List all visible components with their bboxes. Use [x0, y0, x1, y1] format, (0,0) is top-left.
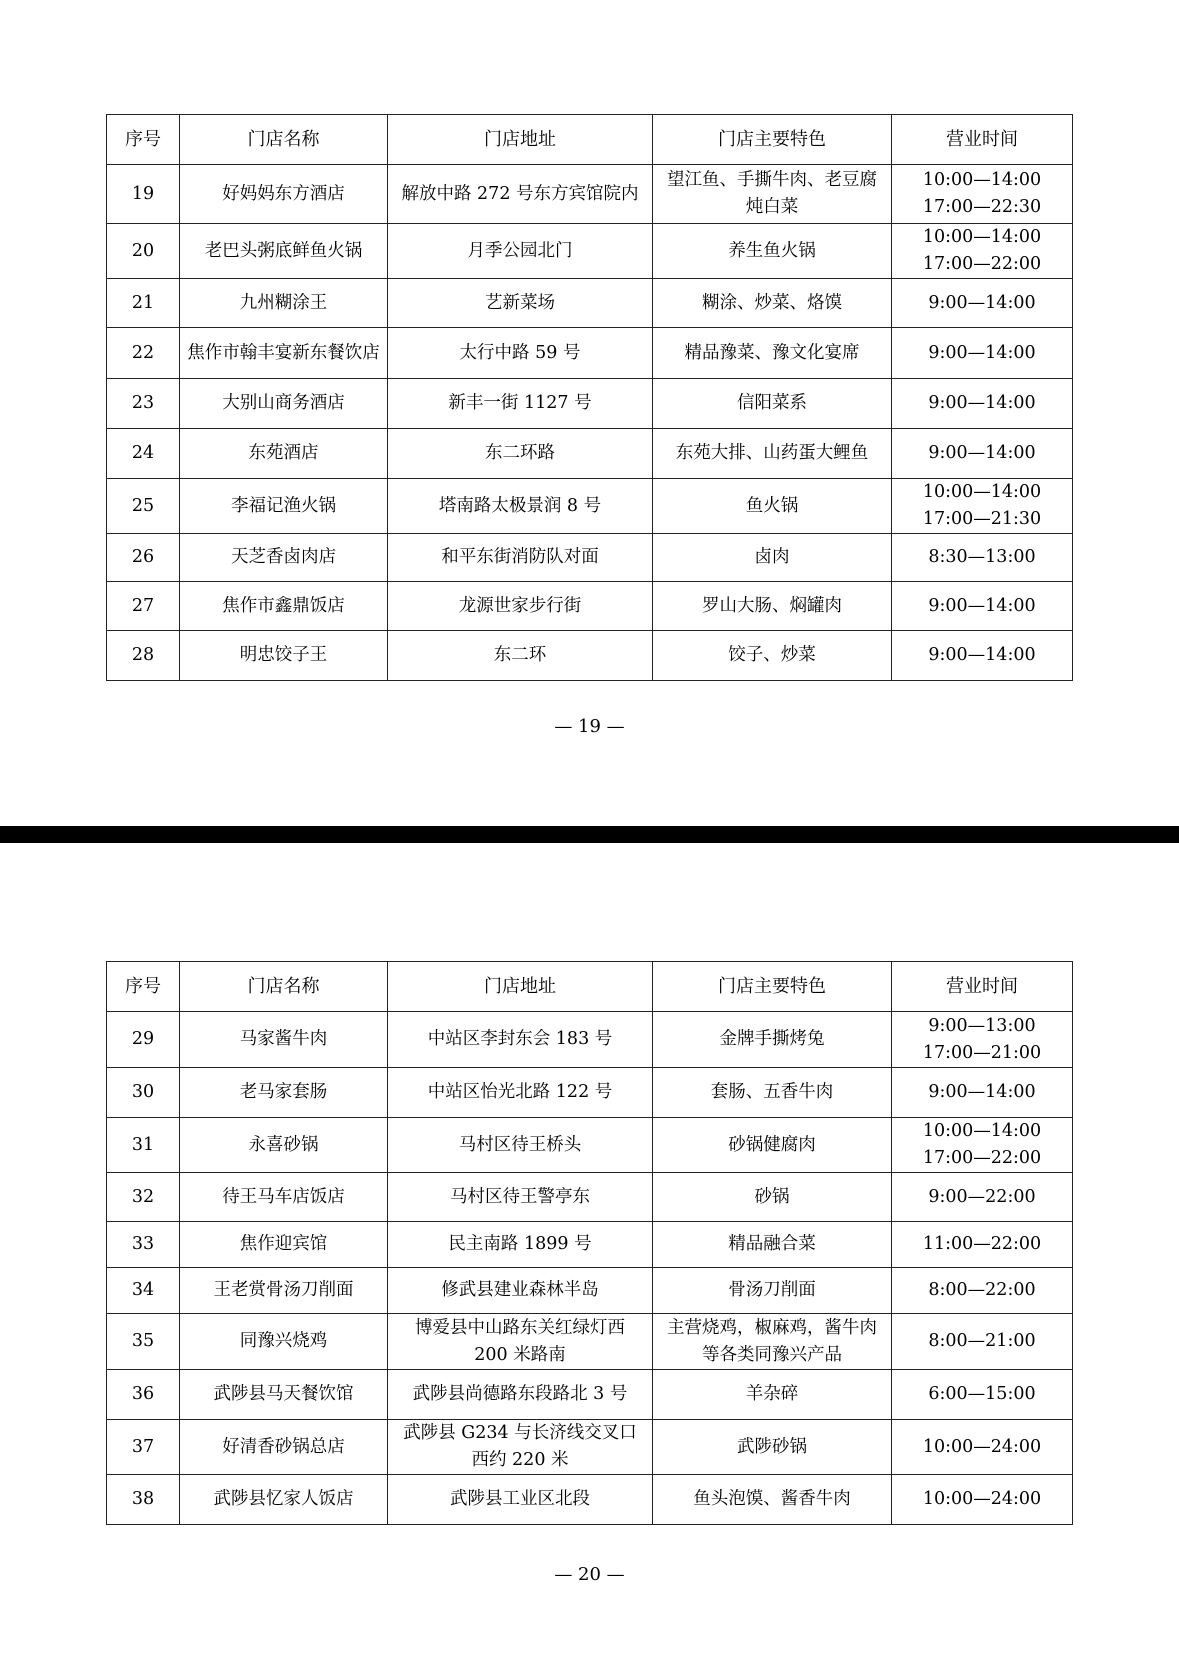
cell-no: 24 — [107, 429, 180, 479]
cell-name: 九州糊涂王 — [180, 279, 388, 328]
cell-address — [388, 1222, 653, 1268]
cell-address-line: 武陟县工业区北段 — [450, 1489, 590, 1509]
cell-hours — [892, 582, 1073, 631]
table-row — [107, 1012, 1073, 1068]
cell-no: 34 — [107, 1268, 180, 1314]
cell-feature-line: 骨汤刀削面 — [728, 1280, 816, 1300]
cell-feature-line: 精品豫菜、豫文化宴席 — [684, 342, 860, 363]
cell-address-line: 解放中路 272 号东方宾馆院内 — [401, 183, 639, 204]
cell-name: 王老赏骨汤刀削面 — [180, 1268, 388, 1314]
cell-name: 老巴头粥底鲜鱼火锅 — [180, 224, 388, 279]
cell-no: 32 — [107, 1173, 180, 1222]
table-row — [107, 1222, 1073, 1268]
cell-feature-line: 金牌手撕烤兔 — [719, 1029, 825, 1049]
cell-no: 23 — [107, 379, 180, 429]
cell-no: 28 — [107, 631, 180, 681]
header-hours: 营业时间 — [892, 962, 1073, 1012]
cell-feature-line: 等各类同豫兴产品 — [702, 1344, 842, 1365]
cell-address-line: 修武县建业森林半岛 — [441, 1280, 599, 1300]
cell-address — [388, 582, 653, 631]
cell-hours-line: 9:00—14:00 — [928, 393, 1036, 413]
cell-name: 明忠饺子王 — [180, 631, 388, 681]
cell-feature — [653, 379, 892, 429]
cell-feature-line: 武陟砂锅 — [737, 1436, 807, 1457]
cell-feature — [653, 582, 892, 631]
table-row — [107, 1068, 1073, 1118]
table-row — [107, 1370, 1073, 1420]
cell-feature — [653, 328, 892, 379]
table-row — [107, 1173, 1073, 1222]
cell-hours — [892, 1173, 1073, 1222]
cell-address-line: 太行中路 59 号 — [459, 342, 581, 363]
cell-feature — [653, 1068, 892, 1118]
cell-name: 老马家套肠 — [180, 1068, 388, 1118]
cell-hours — [892, 279, 1073, 328]
cell-feature-line: 砂锅健腐肉 — [728, 1134, 816, 1155]
cell-hours-line: 9:00—22:00 — [928, 1186, 1036, 1207]
cell-feature — [653, 1173, 892, 1222]
cell-no: 22 — [107, 328, 180, 379]
cell-feature — [653, 1012, 892, 1068]
table-row — [107, 165, 1073, 224]
cell-hours-line: 9:00—14:00 — [928, 443, 1036, 463]
cell-feature-line: 鱼火锅 — [745, 495, 799, 516]
cell-hours — [892, 224, 1073, 279]
cell-hours — [892, 429, 1073, 479]
cell-name: 李福记渔火锅 — [180, 479, 388, 534]
cell-address — [388, 479, 653, 534]
cell-address — [388, 429, 653, 479]
cell-hours — [892, 328, 1073, 379]
header-address: 门店地址 — [388, 115, 653, 165]
cell-feature-line: 主营烧鸡，椒麻鸡，酱牛肉 — [667, 1317, 877, 1338]
cell-feature — [653, 1268, 892, 1314]
cell-name: 武陟县马天餐饮馆 — [180, 1370, 388, 1420]
cell-address-line: 塔南路太极景润 8 号 — [438, 495, 602, 516]
table-row — [107, 534, 1073, 582]
cell-feature-line: 信阳菜系 — [737, 393, 807, 413]
cell-address-line: 东二环路 — [485, 443, 555, 463]
cell-address-line: 东二环 — [493, 645, 547, 665]
restaurant-table — [106, 961, 1073, 1525]
cell-address-line: 中站区李封东会 183 号 — [427, 1029, 613, 1049]
header-name: 门店名称 — [180, 115, 388, 165]
cell-hours-line: 9:00—14:00 — [928, 342, 1036, 363]
cell-feature-line: 炖白菜 — [745, 197, 799, 217]
cell-hours-line: 17:00—22:30 — [922, 197, 1042, 217]
cell-no: 37 — [107, 1420, 180, 1475]
cell-address — [388, 1420, 653, 1475]
cell-hours — [892, 479, 1073, 534]
cell-no: 25 — [107, 479, 180, 534]
cell-hours — [892, 1222, 1073, 1268]
header-feature: 门店主要特色 — [653, 962, 892, 1012]
cell-feature — [653, 165, 892, 224]
cell-feature-line: 鱼头泡馍、酱香牛肉 — [693, 1489, 851, 1509]
cell-feature-line: 东苑大排、山药蛋大鲤鱼 — [675, 443, 869, 463]
cell-name: 待王马车店饭店 — [180, 1173, 388, 1222]
cell-address — [388, 279, 653, 328]
header-name: 门店名称 — [180, 962, 388, 1012]
header-hours: 营业时间 — [892, 115, 1073, 165]
cell-feature — [653, 1118, 892, 1173]
cell-address-line: 中站区怡光北路 122 号 — [427, 1082, 613, 1102]
cell-address-line: 新丰一街 1127 号 — [448, 393, 592, 413]
cell-name: 永喜砂锅 — [180, 1118, 388, 1173]
cell-hours-line: 17:00—22:00 — [922, 254, 1042, 274]
cell-feature-line: 罗山大肠、焖罐肉 — [702, 595, 842, 616]
cell-name: 天芝香卤肉店 — [180, 534, 388, 582]
cell-hours-line: 9:00—14:00 — [928, 595, 1036, 616]
cell-feature-line: 饺子、炒菜 — [728, 645, 816, 665]
cell-hours — [892, 1012, 1073, 1068]
cell-no: 33 — [107, 1222, 180, 1268]
cell-hours — [892, 534, 1073, 582]
cell-hours-line: 9:00—14:00 — [928, 292, 1036, 313]
cell-name: 东苑酒店 — [180, 429, 388, 479]
cell-name: 好妈妈东方酒店 — [180, 165, 388, 224]
cell-name: 同豫兴烧鸡 — [180, 1314, 388, 1370]
header-row — [107, 962, 1073, 1012]
cell-hours-line: 10:00—14:00 — [922, 227, 1042, 247]
page-number: — 20 — — [554, 1564, 625, 1585]
cell-hours-line: 9:00—14:00 — [928, 1082, 1036, 1102]
cell-hours — [892, 631, 1073, 681]
cell-address — [388, 1475, 653, 1525]
table-row — [107, 479, 1073, 534]
cell-hours-line: 10:00—24:00 — [922, 1436, 1042, 1457]
table-row — [107, 379, 1073, 429]
cell-feature — [653, 1370, 892, 1420]
cell-address — [388, 534, 653, 582]
cell-hours — [892, 1118, 1073, 1173]
cell-hours — [892, 1420, 1073, 1475]
header-no: 序号 — [107, 962, 180, 1012]
cell-no: 29 — [107, 1012, 180, 1068]
page-separator — [0, 826, 1179, 843]
page-number: — 19 — — [554, 716, 625, 737]
cell-hours-line: 8:00—22:00 — [928, 1280, 1036, 1300]
cell-address — [388, 1068, 653, 1118]
header-row — [107, 115, 1073, 165]
header-address: 门店地址 — [388, 962, 653, 1012]
cell-feature-line: 砂锅 — [754, 1186, 790, 1207]
cell-hours-line: 6:00—15:00 — [928, 1384, 1036, 1404]
cell-hours-line: 10:00—14:00 — [922, 170, 1042, 190]
cell-hours-line: 11:00—22:00 — [922, 1234, 1042, 1254]
cell-name: 焦作迎宾馆 — [180, 1222, 388, 1268]
table-row — [107, 1314, 1073, 1370]
cell-address — [388, 328, 653, 379]
table-row — [107, 279, 1073, 328]
cell-no: 19 — [107, 165, 180, 224]
cell-address-line: 200 米路南 — [474, 1344, 566, 1365]
cell-feature — [653, 631, 892, 681]
cell-address — [388, 1314, 653, 1370]
table-row — [107, 429, 1073, 479]
table-row — [107, 1268, 1073, 1314]
cell-hours-line: 10:00—14:00 — [922, 482, 1042, 502]
cell-feature — [653, 534, 892, 582]
cell-name: 焦作市翰丰宴新东餐饮店 — [180, 328, 388, 379]
restaurant-table — [106, 114, 1073, 681]
cell-address — [388, 165, 653, 224]
cell-address-line: 博爱县中山路东关红绿灯西 — [415, 1317, 625, 1338]
cell-feature — [653, 429, 892, 479]
cell-hours-line: 17:00—21:00 — [922, 1042, 1042, 1063]
cell-name: 大别山商务酒店 — [180, 379, 388, 429]
cell-feature-line: 羊杂碎 — [745, 1384, 799, 1404]
cell-address-line: 马村区待王桥头 — [458, 1134, 582, 1155]
cell-no: 30 — [107, 1068, 180, 1118]
cell-hours — [892, 1068, 1073, 1118]
cell-address-line: 西约 220 米 — [471, 1450, 569, 1470]
cell-feature — [653, 1222, 892, 1268]
cell-name: 马家酱牛肉 — [180, 1012, 388, 1068]
cell-feature — [653, 1314, 892, 1370]
cell-address — [388, 1268, 653, 1314]
cell-address-line: 龙源世家步行街 — [458, 595, 582, 616]
header-feature: 门店主要特色 — [653, 115, 892, 165]
table-row — [107, 224, 1073, 279]
cell-feature-line: 卤肉 — [754, 547, 790, 567]
cell-feature — [653, 1420, 892, 1475]
cell-address-line: 马村区待王警亭东 — [450, 1186, 590, 1207]
page-19 — [0, 0, 1179, 826]
cell-no: 31 — [107, 1118, 180, 1173]
header-no: 序号 — [107, 115, 180, 165]
cell-hours-line: 8:00—21:00 — [928, 1331, 1036, 1351]
cell-feature-line: 糊涂、炒菜、烙馍 — [702, 292, 842, 313]
cell-feature — [653, 279, 892, 328]
cell-no: 21 — [107, 279, 180, 328]
cell-address-line: 民主南路 1899 号 — [448, 1234, 592, 1254]
cell-hours — [892, 1475, 1073, 1525]
cell-no: 36 — [107, 1370, 180, 1420]
cell-name: 武陟县忆家人饭店 — [180, 1475, 388, 1525]
cell-feature — [653, 224, 892, 279]
table-row — [107, 582, 1073, 631]
table-row — [107, 1118, 1073, 1173]
cell-address — [388, 1012, 653, 1068]
cell-address-line: 武陟县尚德路东段路北 3 号 — [412, 1384, 628, 1404]
cell-feature — [653, 1475, 892, 1525]
cell-feature-line: 望江鱼、手撕牛肉、老豆腐 — [667, 170, 877, 190]
cell-hours-line: 10:00—24:00 — [922, 1489, 1042, 1509]
cell-address — [388, 379, 653, 429]
cell-no: 26 — [107, 534, 180, 582]
cell-hours — [892, 379, 1073, 429]
cell-hours — [892, 1314, 1073, 1370]
table-row — [107, 631, 1073, 681]
cell-no: 35 — [107, 1314, 180, 1370]
cell-address-line: 艺新菜场 — [485, 292, 555, 313]
cell-hours-line: 17:00—21:30 — [922, 509, 1042, 529]
table-row — [107, 1475, 1073, 1525]
cell-address — [388, 1118, 653, 1173]
cell-no: 20 — [107, 224, 180, 279]
page-20 — [0, 843, 1179, 1672]
cell-address — [388, 1173, 653, 1222]
cell-address — [388, 1370, 653, 1420]
cell-address — [388, 631, 653, 681]
cell-hours — [892, 1370, 1073, 1420]
cell-name: 焦作市鑫鼎饭店 — [180, 582, 388, 631]
cell-feature-line: 套肠、五香牛肉 — [710, 1082, 834, 1102]
cell-hours — [892, 165, 1073, 224]
cell-feature — [653, 479, 892, 534]
cell-name: 好清香砂锅总店 — [180, 1420, 388, 1475]
cell-feature-line: 养生鱼火锅 — [728, 240, 816, 261]
table-row — [107, 1420, 1073, 1475]
cell-hours-line: 17:00—22:00 — [922, 1148, 1042, 1168]
cell-address-line: 和平东街消防队对面 — [441, 547, 599, 567]
cell-hours-line: 9:00—14:00 — [928, 645, 1036, 665]
cell-feature-line: 精品融合菜 — [728, 1234, 816, 1254]
cell-address-line: 月季公园北门 — [467, 240, 573, 261]
cell-hours-line: 10:00—14:00 — [922, 1121, 1042, 1141]
cell-hours — [892, 1268, 1073, 1314]
cell-address-line: 武陟县 G234 与长济线交叉口 — [403, 1423, 637, 1443]
cell-address — [388, 224, 653, 279]
cell-no: 38 — [107, 1475, 180, 1525]
cell-no: 27 — [107, 582, 180, 631]
table-row — [107, 328, 1073, 379]
cell-hours-line: 8:30—13:00 — [928, 547, 1036, 567]
cell-hours-line: 9:00—13:00 — [928, 1015, 1036, 1036]
